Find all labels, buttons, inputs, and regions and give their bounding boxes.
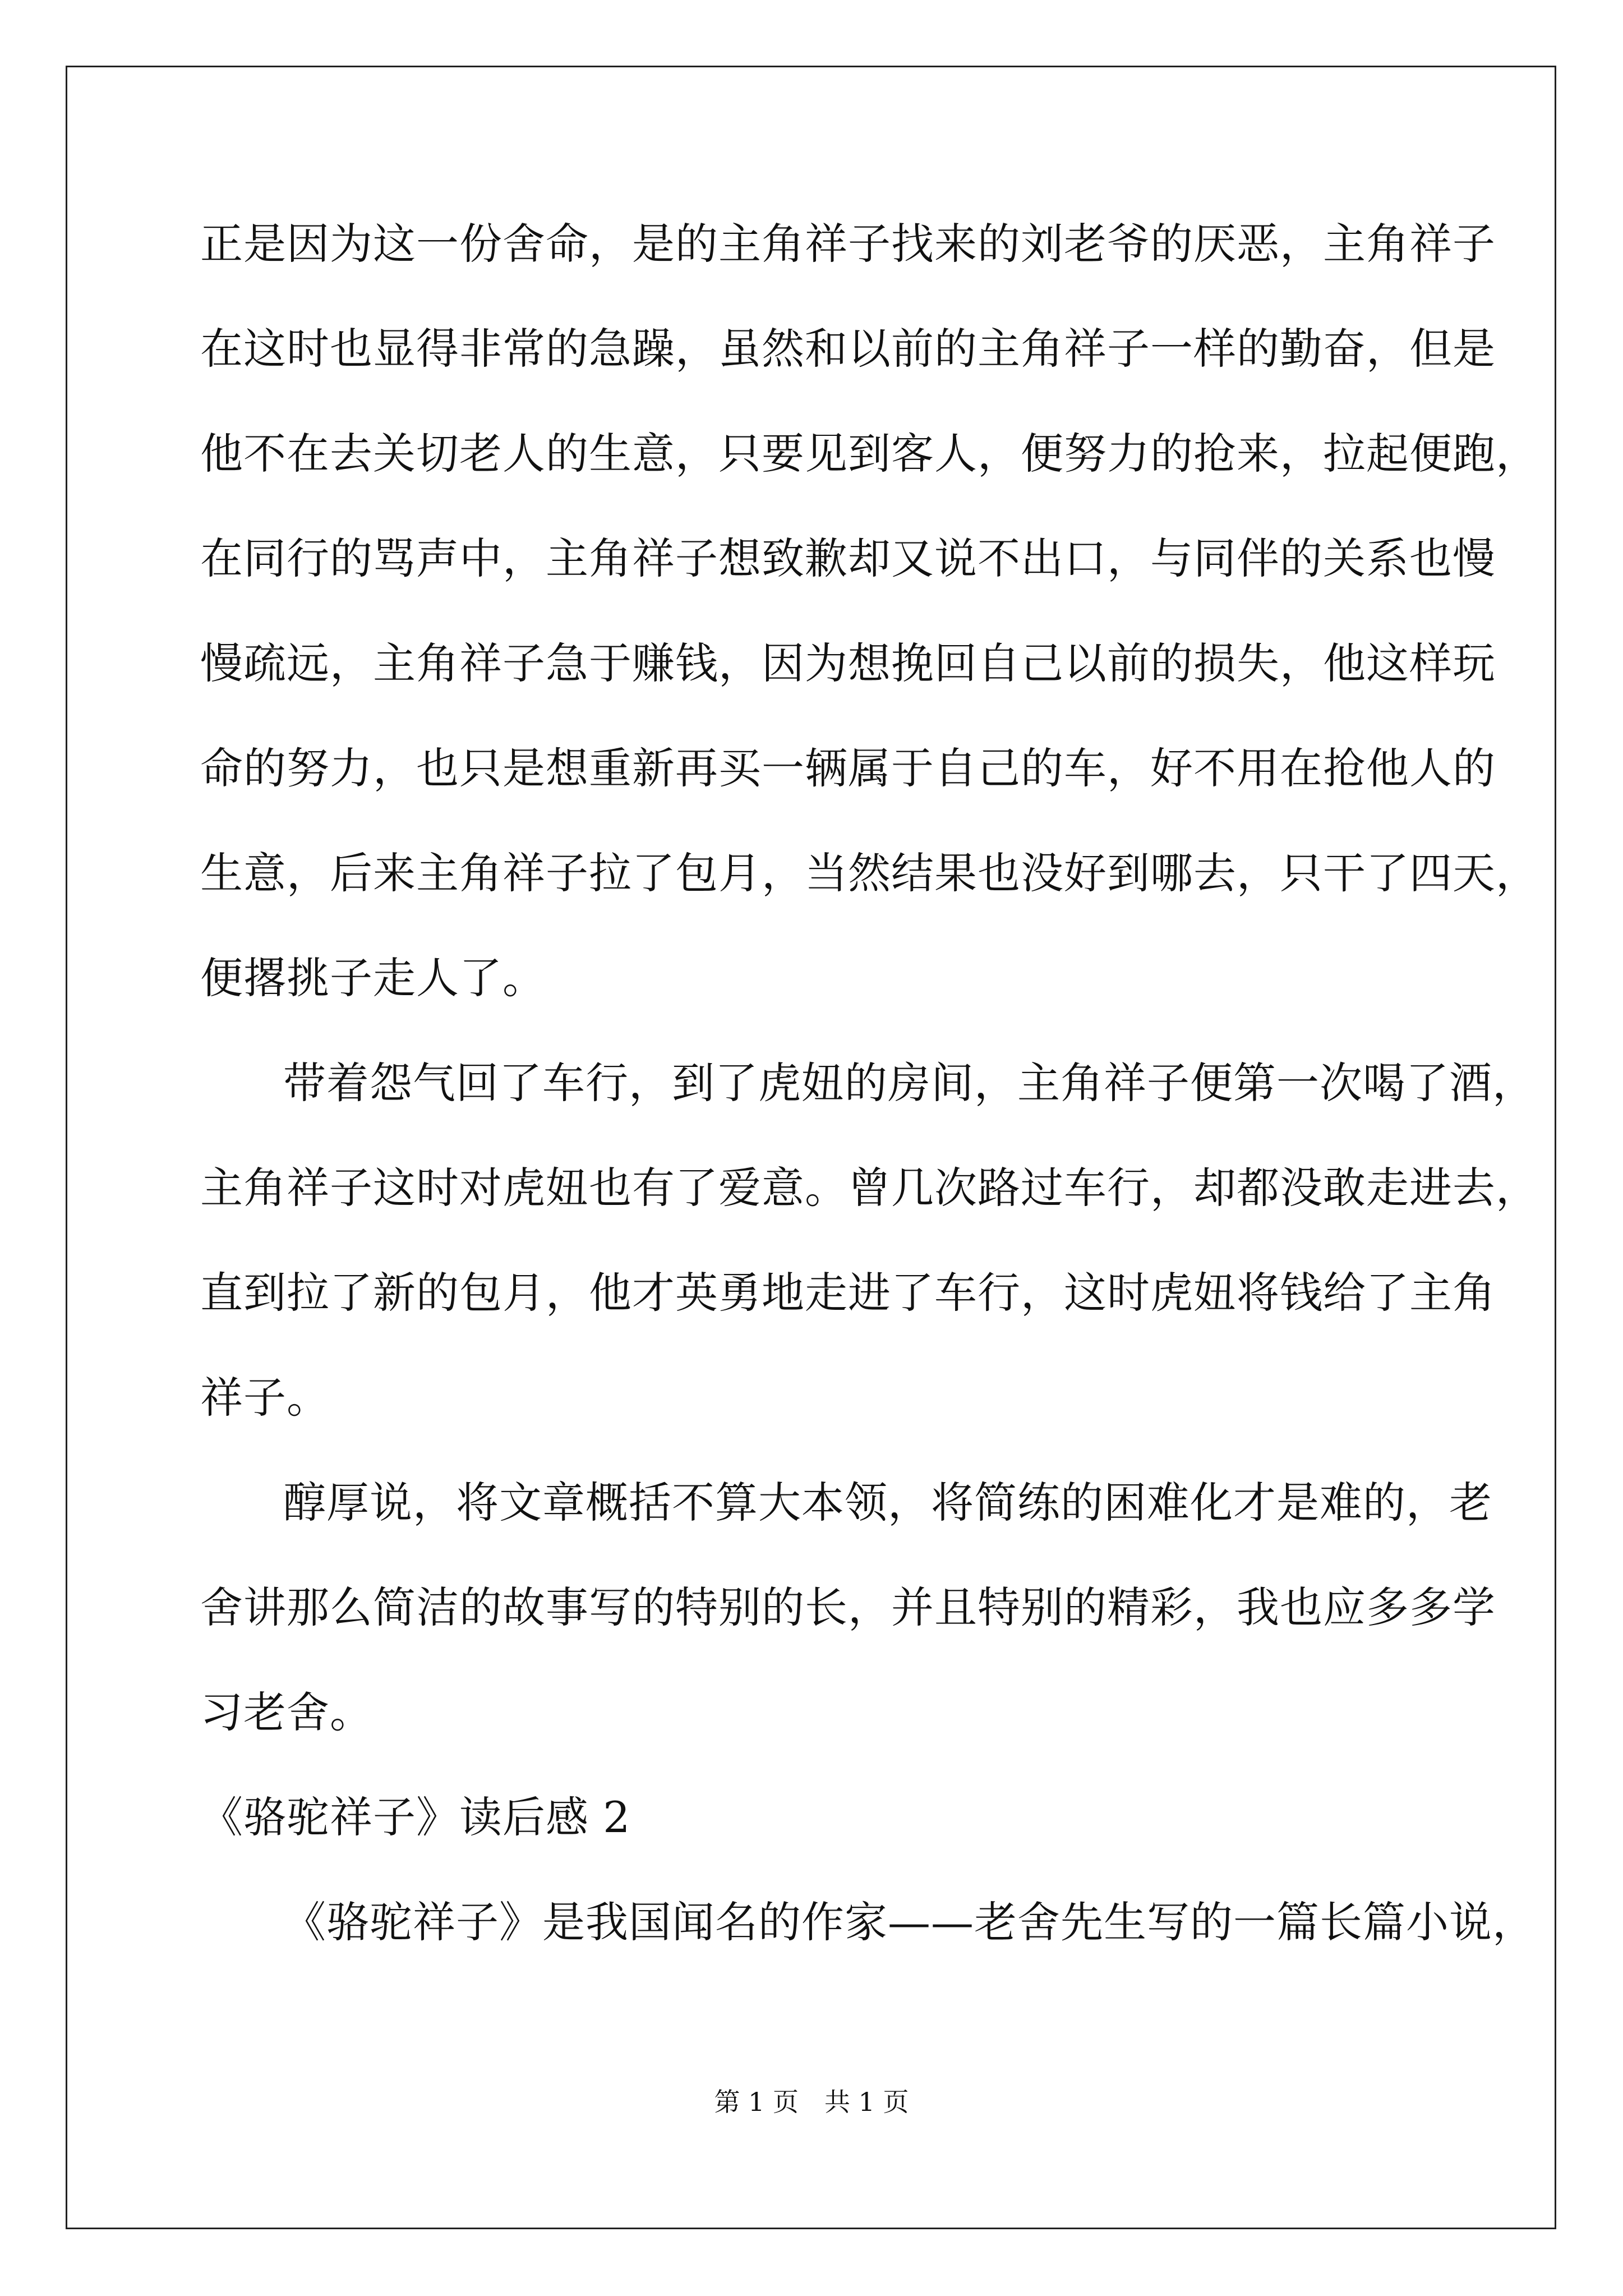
text-line: 直到拉了新的包月，他才英勇地走进了车行，这时虎妞将钱给了主角 (200, 1268, 1496, 1318)
text-line: 便撂挑子走人了。 (200, 953, 546, 1003)
paragraph-first-line: 带着怨气回了车行，到了虎妞的房间，主角祥子便第一次喝了酒， (283, 1058, 1536, 1108)
text-line: 他不在去关切老人的生意，只要见到客人，便努力的抢来，拉起便跑， (200, 429, 1539, 478)
text-line: 舍讲那么简洁的故事写的特别的长，并且特别的精彩，我也应多多学 (200, 1582, 1496, 1632)
text-line: 命的努力，也只是想重新再买一辆属于自己的车，好不用在抢他人的 (200, 743, 1496, 793)
text-line: 在这时也显得非常的急躁，虽然和以前的主角祥子一样的勤奋，但是 (200, 324, 1496, 374)
text-line: 在同行的骂声中，主角祥子想致歉却又说不出口，与同伴的关系也慢 (200, 533, 1496, 583)
text-line: 慢疏远，主角祥子急于赚钱，因为想挽回自己以前的损失，他这样玩 (200, 638, 1496, 688)
page-footer: 第 1 页 共 1 页 (714, 2087, 909, 2117)
section-heading: 《骆驼祥子》读后感 2 (200, 1792, 631, 1842)
paragraph-first-line: 《骆驼祥子》是我国闻名的作家——老舍先生写的一篇长篇小说， (283, 1897, 1536, 1947)
text-line: 主角祥子这时对虎妞也有了爱意。曾几次路过车行，却都没敢走进去， (200, 1163, 1539, 1213)
text-line: 祥子。 (200, 1373, 330, 1423)
text-line: 生意，后来主角祥子拉了包月，当然结果也没好到哪去，只干了四天， (200, 848, 1539, 898)
paragraph-first-line: 醇厚说，将文章概括不算大本领，将简练的困难化才是难的，老 (283, 1478, 1492, 1527)
text-line: 正是因为这一份舍命，是的主角祥子找来的刘老爷的厌恶，主角祥子 (200, 219, 1496, 269)
text-line: 习老舍。 (200, 1687, 373, 1737)
